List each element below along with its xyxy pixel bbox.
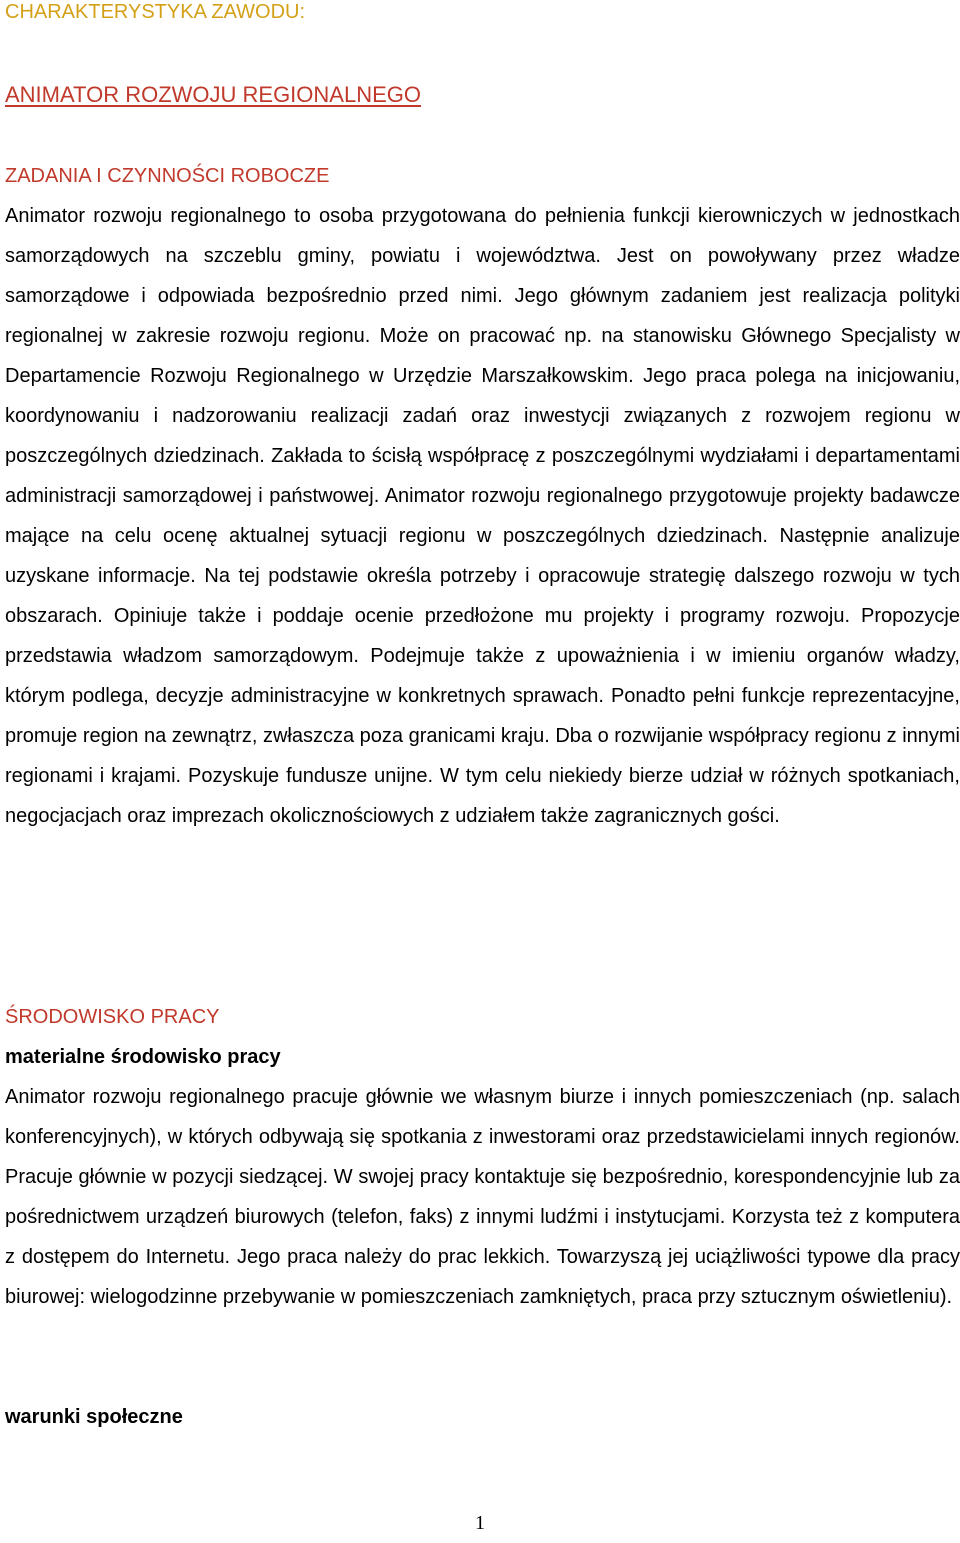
material-environment-paragraph: Animator rozwoju regionalnego pracuje głównie we własnym biurze i innych pomieszczeniach (np. salach konferencyjnych), w których odbywają się spotkania z inwestorami oraz przedstawicielami innych regionów. Pracuje głównie w pozycji siedzącej. W swojej pracy kontaktuje się bezpośrednio, korespondencyjnie lub za pośrednictwem urządzeń biurowych (telefon, faks) z innymi ludźmi i instytucjami. Korzysta też z komputera z dostępem do Internetu. Jego praca należy do prac lekkich. Towarzyszą jej uciążliwości typowe dla pracy biurowej: wielogodzinne przebywanie w pomieszczeniach zamkniętych, praca przy sztucznym oświetleniu). <box>5 1086 960 1308</box>
social-conditions-heading: warunki społeczne <box>5 1406 183 1428</box>
environment-section-heading: ŚRODOWISKO PRACY <box>5 1006 220 1028</box>
tasks-section-heading: ZADANIA I CZYNNOŚCI ROBOCZE <box>5 165 330 187</box>
page-number: 1 <box>475 1512 485 1534</box>
material-environment-heading: materialne środowisko pracy <box>5 1046 281 1068</box>
document-title: CHARAKTERYSTYKA ZAWODU: <box>5 1 306 23</box>
job-title: ANIMATOR ROZWOJU REGIONALNEGO <box>5 82 421 107</box>
tasks-paragraph: Animator rozwoju regionalnego to osoba przygotowana do pełnienia funkcji kierowniczych w jednostkach samorządowych na szczeblu gminy, powiatu i województwa. Jest on powoływany przez władze samorządowe i odpowiada bezpośrednio przed nimi. Jego głównym zadaniem jest realizacja polityki regionalnej w zakresie rozwoju regionu. Może on pracować np. na stanowisku Głównego Specjalisty w Departamencie Rozwoju Regionalnego w Urzędzie Marszałkowskim. Jego praca polega na inicjowaniu, koordynowaniu i nadzorowaniu realizacji zadań oraz inwestycji związanych z rozwojem regionu w poszczególnych dziedzinach. Zakłada to ścisłą współpracę z poszczególnymi wydziałami i departamentami administracji samorządowej i państwowej. Animator rozwoju regionalnego przygotowuje projekty badawcze mające na celu ocenę aktualnej sytuacji regionu w poszczególnych dziedzinach. Następnie analizuje uzyskane informacje. Na tej podstawie określa potrzeby i opracowuje strategię dalszego rozwoju w tych obszarach. Opiniuje także i poddaje ocenie przedłożone mu projekty i programy rozwoju. Propozycje przedstawia władzom samorządowym. Podejmuje także z upoważnienia i w imieniu organów władzy, którym podlega, decyzje administracyjne w konkretnych sprawach. Ponadto pełni funkcje reprezentacyjne, promuje region na zewnątrz, zwłaszcza poza granicami kraju. Dba o rozwijanie współpracy regionu z innymi regionami i krajami. Pozyskuje fundusze unijne. W tym celu niekiedy bierze udział w różnych spotkaniach, negocjacjach oraz imprezach okolicznościowych z udziałem także zagranicznych gości. <box>5 205 960 827</box>
